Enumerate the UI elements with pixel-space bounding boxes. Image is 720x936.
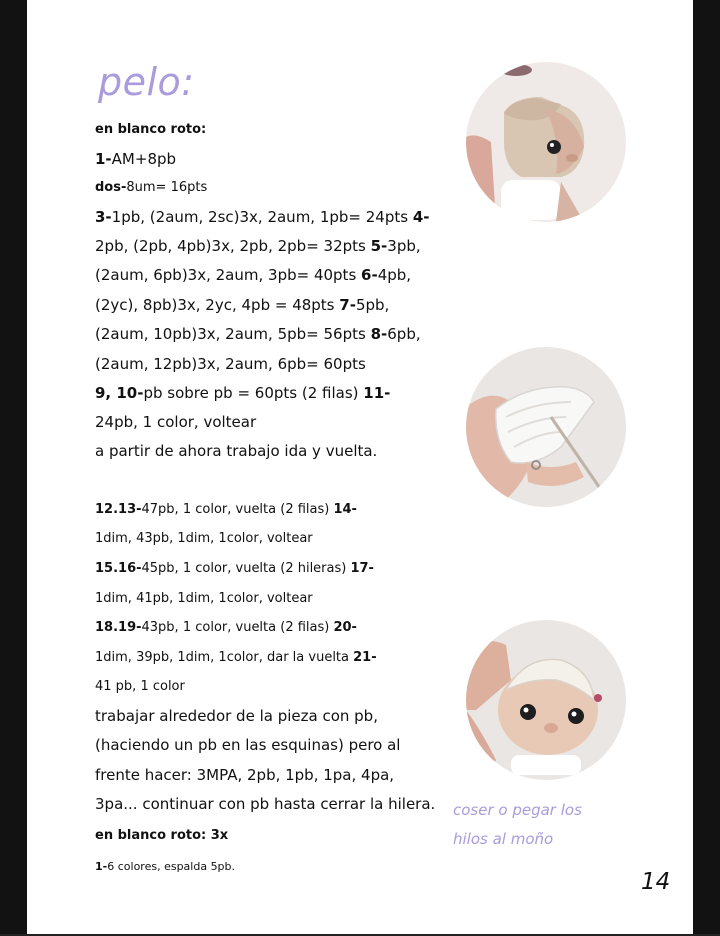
instruction-line: a partir de ahora trabajo ida y vuelta.	[95, 442, 378, 460]
instruction-line: dos-8um= 16pts	[95, 180, 208, 195]
photo-caption-line-1: coser o pegar los	[453, 801, 582, 819]
instruction-line: 3pa... continuar con pb hasta cerrar la hilera.	[95, 795, 436, 813]
instruction-line: 15.16-45pb, 1 color, vuelta (2 hileras) 17-	[95, 561, 374, 576]
instruction-line: (2aum, 10pb)3x, 2aum, 5pb= 56pts 8-6pb,	[95, 325, 421, 343]
photo-doll-face	[466, 620, 626, 780]
photo-caption-line-2: hilos al moño	[453, 830, 554, 848]
instruction-line: 41 pb, 1 color	[95, 679, 185, 694]
subheading-2: en blanco roto: 3x	[95, 828, 229, 843]
page-edge-left	[0, 0, 27, 936]
instruction-line: (haciendo un pb en las esquinas) pero al	[95, 736, 401, 754]
instruction-line: 18.19-43pb, 1 color, vuelta (2 filas) 20-	[95, 620, 357, 635]
photo-doll-hair-cap	[466, 62, 626, 222]
instruction-line: 24pb, 1 color, voltear	[95, 413, 257, 431]
instruction-line: 1dim, 41pb, 1dim, 1color, voltear	[95, 591, 313, 606]
instruction-line: trabajar alrededor de la pieza con pb,	[95, 707, 378, 725]
instruction-line: 1dim, 43pb, 1dim, 1color, voltear	[95, 531, 313, 546]
instruction-line: 1-AM+8pb	[95, 150, 177, 168]
instruction-line: 12.13-47pb, 1 color, vuelta (2 filas) 14-	[95, 502, 357, 517]
instruction-line: 1dim, 39pb, 1dim, 1color, dar la vuelta 21-	[95, 650, 377, 665]
page-edge-right	[693, 0, 720, 936]
page-number: 14	[641, 869, 671, 895]
instruction-line: (2aum, 6pb)3x, 2aum, 3pb= 40pts 6-4pb,	[95, 266, 412, 284]
final-line: 1-6 colores, espalda 5pb.	[95, 860, 236, 873]
instruction-line: (2yc), 8pb)3x, 2yc, 4pb = 48pts 7-5pb,	[95, 296, 390, 314]
instruction-line: 9, 10-pb sobre pb = 60pts (2 filas) 11-	[95, 384, 391, 402]
instruction-line: 3-1pb, (2aum, 2sc)3x, 2aum, 1pb= 24pts 4-	[95, 208, 430, 226]
instruction-line: (2aum, 12pb)3x, 2aum, 6pb= 60pts	[95, 355, 366, 373]
page-title: pelo:	[98, 60, 195, 104]
instruction-line: 2pb, (2pb, 4pb)3x, 2pb, 2pb= 32pts 5-3pb,	[95, 237, 421, 255]
instruction-line: frente hacer: 3MPA, 2pb, 1pb, 1pa, 4pa,	[95, 766, 395, 784]
subheading: en blanco roto:	[95, 122, 207, 137]
photo-crochet-piece	[466, 347, 626, 507]
